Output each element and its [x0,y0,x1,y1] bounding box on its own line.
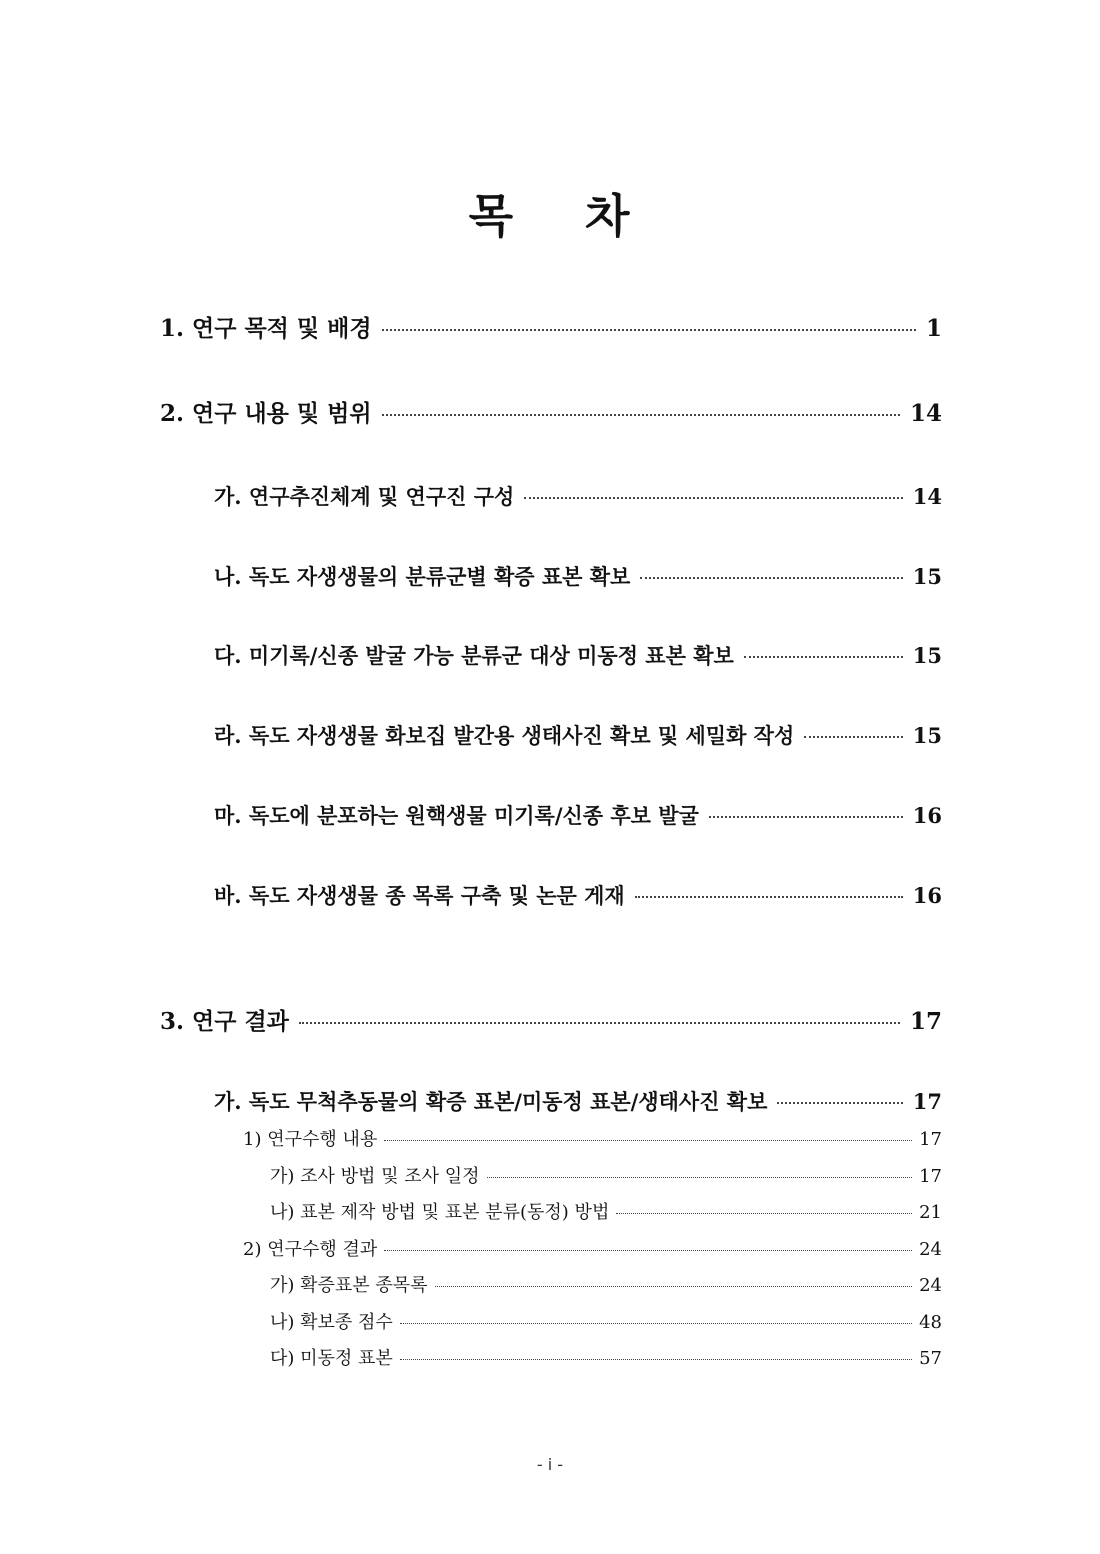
toc-entry-2-da[interactable] [214,640,942,670]
dot-leader [382,328,916,331]
toc-entry-label: 마. 독도에 분포하는 원핵생물 미기록/신종 후보 발굴 [214,803,699,828]
toc-entry-label: 1. 연구 목적 및 배경 [160,315,372,342]
toc-entry-3-ga-2[interactable] [243,1235,942,1261]
toc-entry-label: 2. 연구 내용 및 범위 [160,400,372,427]
toc-entry-label: 바. 독도 자생생물 종 목록 구축 및 논문 게재 [214,883,625,908]
toc-entry-page: 14 [909,400,942,427]
dot-leader [400,1358,912,1360]
toc-entry-2-ma[interactable] [214,800,942,830]
toc-entry-page: 16 [912,883,942,908]
toc-entry-3-ga-2-ga[interactable] [270,1271,942,1297]
dot-leader [804,735,903,738]
toc-entry-3[interactable] [160,1003,942,1036]
toc-entry-label: 나) 확보종 점수 [270,1312,393,1333]
toc-entry-1[interactable] [160,310,942,343]
toc-entry-3-ga-2-na[interactable] [270,1308,942,1334]
toc-entry-label: 나. 독도 자생생물의 분류군별 확증 표본 확보 [214,564,631,589]
toc-entry-page: 1 [925,315,942,342]
page-number-footer: - i - [536,1455,564,1474]
dot-leader [400,1322,912,1324]
toc-entry-page: 15 [912,643,942,668]
toc-entry-label: 가) 확증표본 종목록 [270,1275,428,1296]
toc-entry-label: 나) 표본 제작 방법 및 표본 분류(동정) 방법 [270,1202,610,1223]
toc-entry-2-na[interactable] [214,561,942,591]
page-title [0,180,1100,246]
dot-leader [744,655,903,658]
toc-entry-label: 다) 미동정 표본 [270,1348,393,1369]
toc-entry-label: 라. 독도 자생생물 화보집 발간용 생태사진 확보 및 세밀화 작성 [214,723,795,748]
dot-leader [487,1176,913,1178]
toc-entry-label: 3. 연구 결과 [160,1008,289,1035]
toc-entry-page: 17 [919,1166,942,1187]
toc-entry-2-ga[interactable] [214,481,942,511]
title-char-2: 차 [585,189,632,243]
dot-leader [709,815,903,818]
toc-entry-2-ba[interactable] [214,880,942,910]
toc-entry-label: 1) 연구수행 내용 [243,1129,378,1150]
dot-leader [384,1249,912,1251]
toc-entry-label: 2) 연구수행 결과 [243,1239,378,1260]
toc-entry-label: 가) 조사 방법 및 조사 일정 [270,1166,480,1187]
dot-leader [640,576,902,579]
toc-entry-page: 48 [919,1312,942,1333]
toc-entry-3-ga-2-da[interactable] [270,1344,942,1370]
toc-entry-page: 21 [919,1202,942,1223]
title-char-1: 목 [468,189,515,243]
toc-entry-page: 57 [919,1348,942,1369]
toc-entry-page: 16 [912,803,942,828]
toc-entry-2-ra[interactable] [214,720,942,750]
toc-entry-page: 17 [919,1129,942,1150]
dot-leader [435,1285,913,1287]
toc-entry-2[interactable] [160,395,942,428]
toc-entry-3-ga-1-ga[interactable] [270,1162,942,1188]
dot-leader [382,413,900,416]
toc-entry-page: 24 [919,1275,942,1296]
dot-leader [616,1212,912,1214]
dot-leader [524,496,902,499]
toc-entry-label: 다. 미기록/신종 발굴 가능 분류군 대상 미동정 표본 확보 [214,643,734,668]
toc-entry-page: 14 [912,484,942,509]
toc-entry-3-ga-1-na[interactable] [270,1198,942,1224]
toc-entry-3-ga[interactable] [214,1086,942,1116]
dot-leader [384,1139,912,1141]
toc-entry-page: 24 [919,1239,942,1260]
dot-leader [777,1101,902,1104]
toc-entry-label: 가. 독도 무척추동물의 확증 표본/미동정 표본/생태사진 확보 [214,1089,768,1114]
toc-entry-3-ga-1[interactable] [243,1125,942,1151]
toc-entry-page: 17 [912,1089,942,1114]
toc-entry-page: 15 [912,564,942,589]
dot-leader [635,895,903,898]
toc-entry-page: 15 [912,723,942,748]
dot-leader [299,1021,900,1024]
toc-entry-page: 17 [909,1008,942,1035]
toc-entry-label: 가. 연구추진체계 및 연구진 구성 [214,484,515,509]
